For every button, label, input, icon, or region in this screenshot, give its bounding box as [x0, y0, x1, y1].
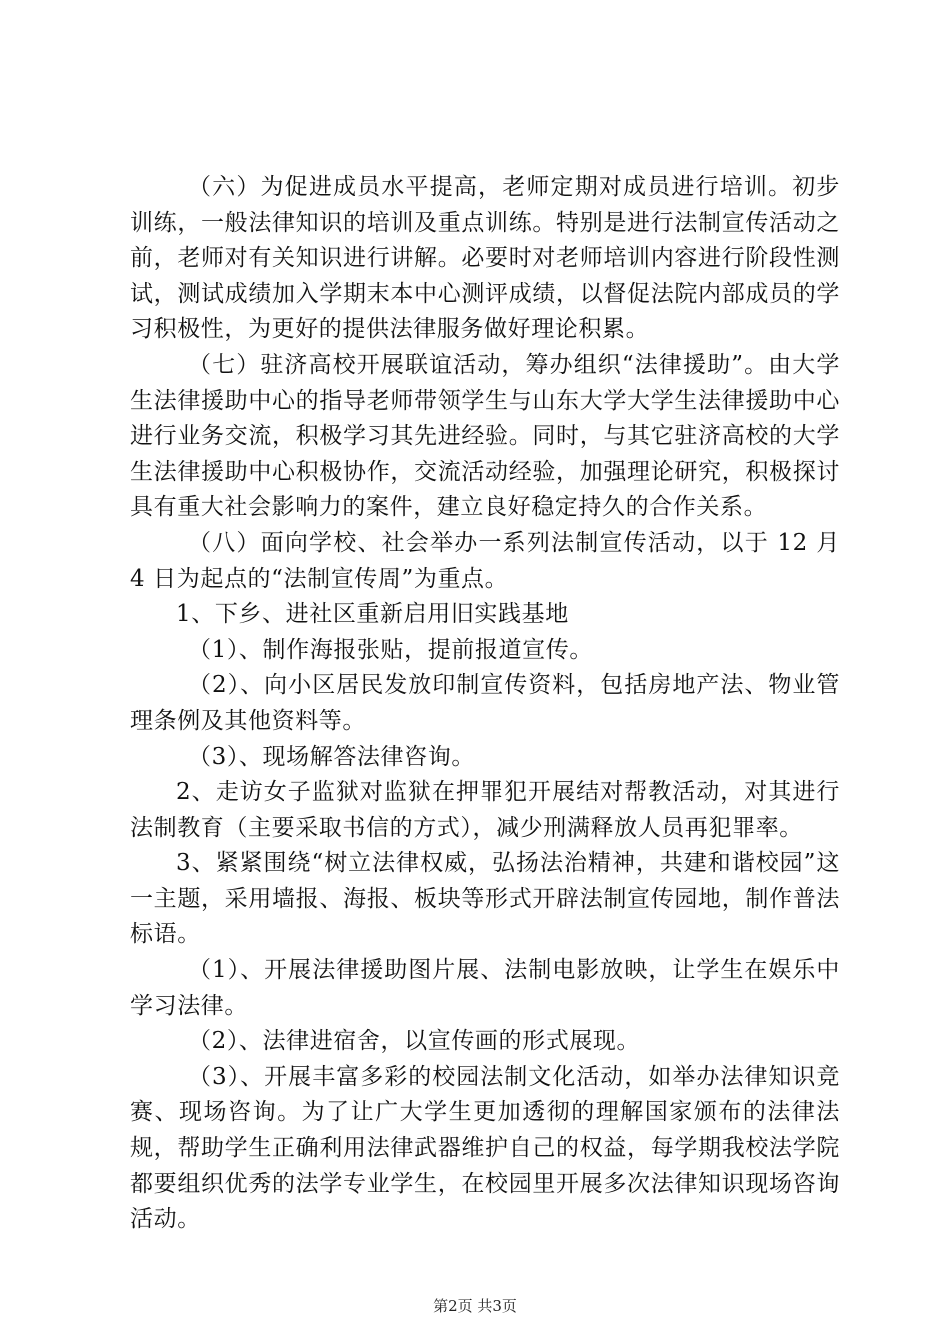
item-3-sub-2: （2）、法律进宿舍，以宣传画的形式展现。 [188, 1028, 641, 1055]
paragraph-7: （七）驻济高校开展联谊活动，筹办组织“法律援助”。由大学生法律援助中心的指导老师带领学生与山东大学大学生法律援助中心进行业务交流，积极学习其先进经验。同时，与其它驻济高校的大学生法律援助中心积极协作，交流活动经验，加强理论研究，积极探讨具有重大社会影响力的案件，建立良好稳定持久的合作关系。 [130, 351, 840, 521]
page-footer: 第2页 共3页 [433, 1297, 517, 1315]
item-1-sub-2: （2）、向小区居民发放印制宣传资料，包括房地产法、物业管理条例及其他资料等。 [130, 672, 840, 734]
item-1-sub-1: （1）、制作海报张贴，提前报道宣传。 [188, 636, 593, 663]
item-3: 3、紧紧围绕“树立法律权威，弘扬法治精神，共建和谐校园”这一主题，采用墙报、海报、板块等形式开辟法制宣传园地，制作普法标语。 [130, 850, 840, 948]
paragraph-8: （八）面向学校、社会举办一系列法制宣传活动，以于 12 月 4 日为起点的“法制宣传周”为重点。 [130, 529, 840, 592]
item-1: 1、下乡、进社区重新启用旧实践基地 [176, 601, 569, 628]
item-1-sub-3: （3）、现场解答法律咨询。 [188, 743, 475, 770]
item-3-sub-1: （1）、开展法律援助图片展、法制电影放映，让学生在娱乐中学习法律。 [130, 957, 840, 1019]
item-3-sub-3: （3）、开展丰富多彩的校园法制文化活动，如举办法律知识竞赛、现场咨询。为了让广大学生更加透彻的理解国家颁布的法律法规，帮助学生正确利用法律武器维护自己的权益，每学期我校法学院都要组织优秀的法学专业学生，在校园里开展多次法律知识现场咨询活动。 [130, 1063, 840, 1233]
paragraph-6: （六）为促进成员水平提高，老师定期对成员进行培训。初步训练，一般法律知识的培训及重点训练。特别是进行法制宣传活动之前，老师对有关知识进行讲解。必要时对老师培训内容进行阶段性测试，测试成绩加入学期末本中心测评成绩，以督促法院内部成员的学习积极性，为更好的提供法律服务做好理论积累。 [130, 174, 840, 343]
document-body [130, 170, 840, 1238]
item-2: 2、走访女子监狱对监狱在押罪犯开展结对帮教活动，对其进行法制教育（主要采取书信的方式），减少刑满释放人员再犯罪率。 [130, 779, 840, 841]
